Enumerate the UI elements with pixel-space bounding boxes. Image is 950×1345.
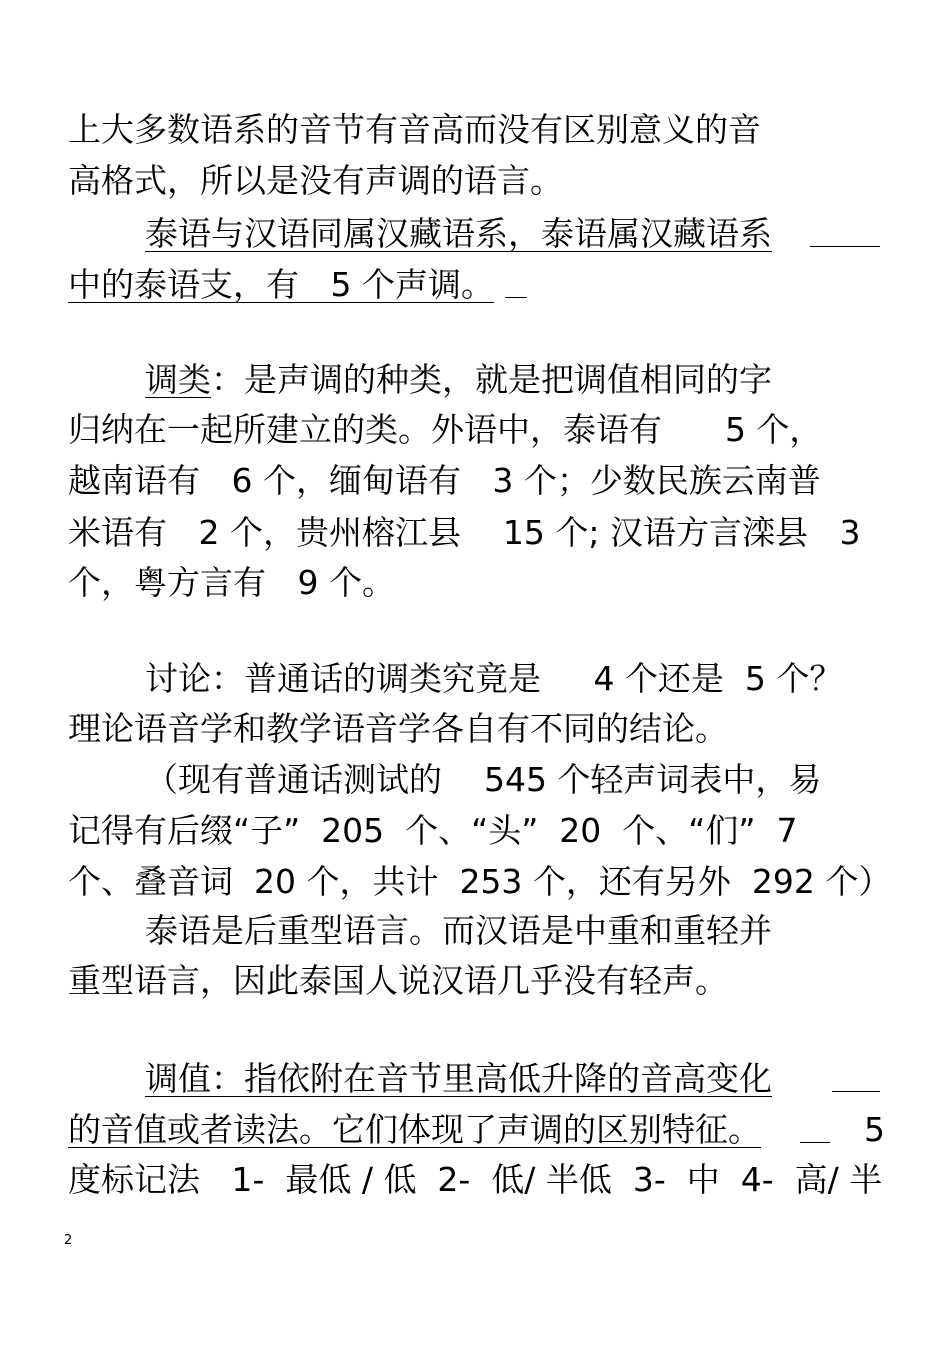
text-line: 泰语是后重型语言。而汉语是中重和重轻并: [145, 911, 772, 950]
underline-rule: [800, 1142, 830, 1143]
page-number: 2: [64, 1233, 73, 1248]
text-line: 个、叠音词 20 个，共计 253 个，还有另外 292 个）: [68, 862, 892, 901]
text-line: 理论语音学和教学语音学各自有不同的结论。: [68, 709, 728, 748]
text-line: 个，粤方言有 9 个。: [68, 563, 395, 602]
text-line: [145, 360, 772, 400]
underlined-line: 泰语与汉语同属汉藏语系，泰语属汉藏语系: [145, 214, 772, 253]
underline-rule: [832, 1091, 880, 1092]
term-heading: 调类: [145, 360, 211, 399]
underlined-line: 的音值或者读法。它们体现了声调的区别特征。: [68, 1110, 761, 1149]
text-line: 记得有后缀“子” 205 个、“头” 20 个、“们” 7: [68, 811, 798, 850]
text-line: 讨论：普通话的调类究竟是 4 个还是 5 个？: [145, 659, 843, 698]
text-line: 高格式，所以是没有声调的语言。: [68, 161, 563, 200]
text-line: 归纳在一起所建立的类。外语中，泰语有 5 个，: [68, 410, 823, 449]
text-line: 5: [864, 1110, 885, 1149]
text-line: （现有普通话测试的 545 个轻声词表中，易: [145, 760, 822, 799]
definition-text: ：是声调的种类，就是把调值相同的字: [211, 360, 772, 399]
text-line: 重型语言，因此泰国人说汉语几乎没有轻声。: [68, 961, 728, 1000]
underlined-line: 中的泰语支，有 5 个声调。: [68, 265, 494, 304]
text-line: 上大多数语系的音节有音高而没有区别意义的音: [68, 110, 761, 149]
text-line: 米语有 2 个，贵州榕江县 15 个; 汉语方言滦县 3: [68, 513, 861, 552]
text-line: 越南语有 6 个，缅甸语有 3 个；少数民族云南普: [68, 461, 821, 500]
underline-rule: [505, 297, 527, 298]
underline-rule: [810, 246, 880, 247]
text-line: 度标记法 1- 最低 / 低 2- 低/ 半低 3- 中 4- 高/ 半: [68, 1160, 883, 1199]
underlined-line: 调值：指依附在音节里高低升降的音高变化: [145, 1059, 772, 1098]
